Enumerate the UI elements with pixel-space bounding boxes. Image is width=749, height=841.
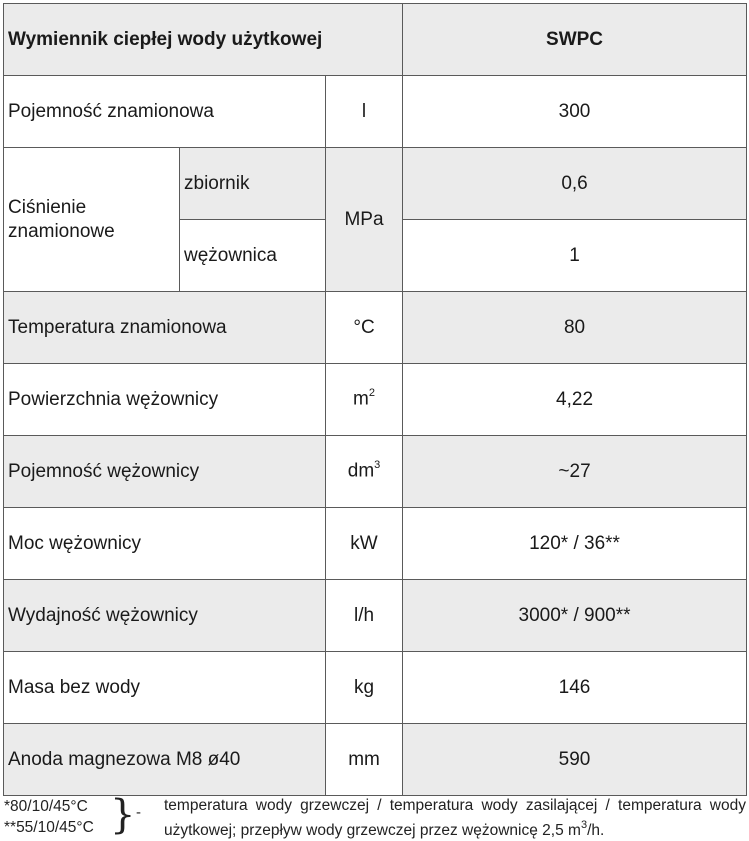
row-unit [326, 364, 403, 436]
footnote-codes [4, 796, 94, 838]
row-label: Powierzchnia wężownicy [4, 364, 326, 436]
row-value-tank: 0,6 [403, 148, 747, 220]
row-value-coil: 1 [403, 220, 747, 292]
table-row-anode [4, 724, 747, 796]
row-unit: l/h [326, 580, 403, 652]
row-value: ~27 [403, 436, 747, 508]
row-unit: kW [326, 508, 403, 580]
table-row-mass [4, 652, 747, 724]
row-unit: kg [326, 652, 403, 724]
header-label: Wymiennik ciepłej wody użytkowej [4, 4, 403, 76]
row-unit: mm [326, 724, 403, 796]
footnote-code-1: *80/10/45°C [4, 798, 88, 815]
row-label: Temperatura znamionowa [4, 292, 326, 364]
row-value: 4,22 [403, 364, 747, 436]
row-unit: °C [326, 292, 403, 364]
row-unit: l [326, 76, 403, 148]
table-row-coil-volume [4, 436, 747, 508]
footnote-text-exponent: 3 [580, 819, 588, 831]
row-value: 300 [403, 76, 747, 148]
table-row-coil-power [4, 508, 747, 580]
row-value: 3000* / 900** [403, 580, 747, 652]
row-value: 80 [403, 292, 747, 364]
table-row-pressure-tank [4, 148, 747, 220]
table-row-capacity [4, 76, 747, 148]
header-model: SWPC [403, 4, 747, 76]
footnote-dash: - [136, 804, 141, 821]
unit-base: dm [347, 460, 375, 482]
row-label: Pojemność wężownicy [4, 436, 326, 508]
row-label: Wydajność wężownicy [4, 580, 326, 652]
table-row-coil-output [4, 580, 747, 652]
footnote-code-2: **55/10/45°C [4, 819, 94, 836]
row-label-pressure: Ciśnienie znamionowe [4, 148, 180, 292]
row-value: 146 [403, 652, 747, 724]
sub-label-coil: wężownica [180, 220, 326, 292]
table-row-temperature [4, 292, 747, 364]
row-label: Moc wężownicy [4, 508, 326, 580]
footnote-text [164, 796, 746, 841]
spec-table [3, 3, 747, 796]
footnote-text-end: /h. [587, 822, 605, 840]
sub-label-tank: zbiornik [180, 148, 326, 220]
unit-exponent: 2 [368, 387, 375, 400]
unit-exponent: 3 [374, 459, 381, 472]
unit-base: m [353, 388, 369, 410]
row-unit [326, 436, 403, 508]
header-row [4, 4, 747, 76]
row-label: Pojemność znamionowa [4, 76, 326, 148]
footnote [4, 792, 746, 840]
row-value: 120* / 36** [403, 508, 747, 580]
row-label: Anoda magnezowa M8 ø40 [4, 724, 326, 796]
footnote-brace: } [110, 792, 136, 838]
row-unit-pressure: MPa [326, 148, 403, 292]
table-row-coil-surface [4, 364, 747, 436]
row-label: Masa bez wody [4, 652, 326, 724]
footnote-text-main: temperatura wody grzewczej / temperatura wody zasilającej / temperatura wody użytkowej; przepływ wody grzewczej przez wężownicę 2,5 m [164, 797, 746, 840]
row-value: 590 [403, 724, 747, 796]
